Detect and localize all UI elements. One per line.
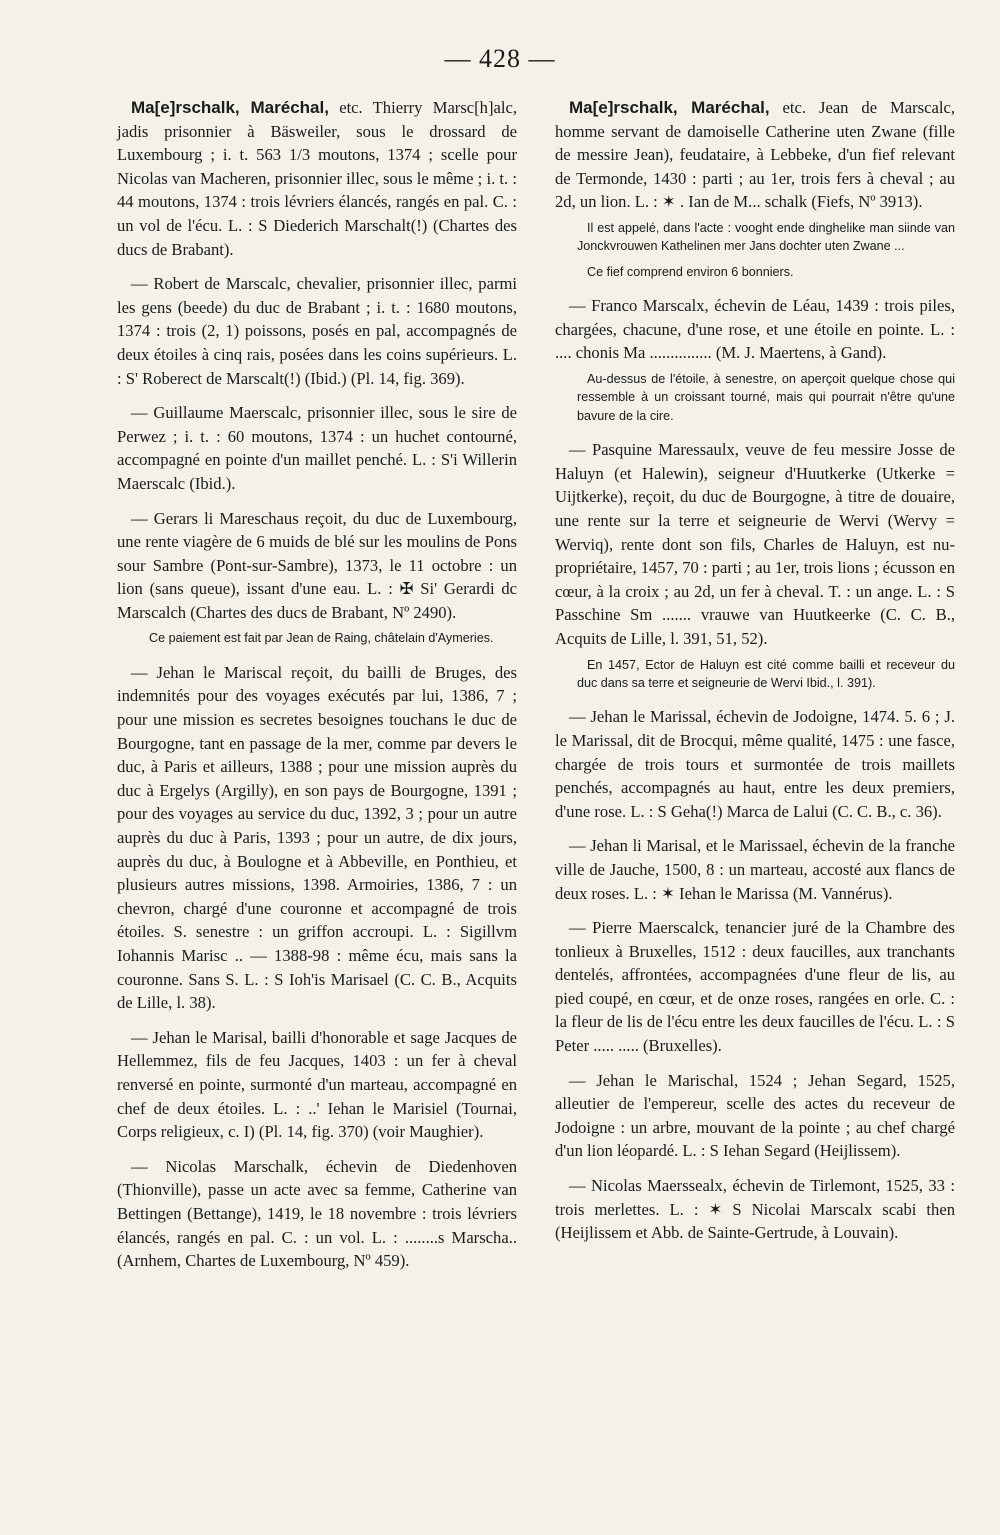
entry: — Franco Marscalx, échevin de Léau, 1439 : trois piles, chargées, chacune, d'une rose, et une étoile en pointe. L. : .... chonis Ma ............... (M. J. Maertens, à Gand). — [555, 296, 955, 363]
entry-heading: Ma[e]rschalk, Maréchal, — [569, 98, 770, 117]
left-column — [117, 96, 517, 1284]
footnote: En 1457, Ector de Haluyn est cité comme bailli et receveur du duc dans sa terre et seigneurie de Wervi Ibid., l. 391). — [577, 657, 955, 690]
entry-text: etc. Thierry Marsc[h]alc, jadis prisonnier à Bäsweiler, sous le drossard de Luxembourg ; i. t. 563 1/3 moutons, 1374 ; scelle pour Nicolas van Macheren, prisonnier illec, sous le même ; i. t. : 44 moutons, 1374 : trois lévriers élancés, rangés en pal. C. : un vol de l'écu. L. : S Diederich Marschalt(!) (Chartes des ducs de Brabant). — [117, 98, 517, 259]
footnote: Ce fief comprend environ 6 bonniers. — [587, 264, 794, 279]
entry: — Guillaume Maerscalc, prisonnier illec, sous le sire de Perwez ; i. t. : 60 moutons, 1374 : un huchet contourné, accompagné en pointe d'un maillet penché. L. : S'i Willerin Maerscalc (Ibid.). — [117, 403, 517, 493]
entry: — Pasquine Maressaulx, veuve de feu messire Josse de Haluyn (et Halewin), seigneur d'Huutkerke (Utkerke = Uijtkerke), reçoit, du duc de Bourgogne, à titre de douaire, une rente sur la terre et seigneurie de Wervi (Wervy = Werviq), rente dont son fils, Charles de Haluyn, est nu-propriétaire, 1457, 70 : parti ; au 1er, trois lions ; écusson en cœur, à la croix ; au 2d, un fer à cheval. T. : un ange. L. : S Passchine Sm ....... vrauwe van Huutkeerke (C. C. B., Acquits de Lille, l. 391, 51, 52). — [555, 440, 955, 648]
entry: — Nicolas Marschalk, échevin de Diedenhoven (Thionville), passe un acte avec sa femme, Catherine van Bettingen (Bettange), 1419, le 18 novembre : trois lévriers élancés, rangés en pal. C. : un vol. L. : ........s Marscha.. (Arnhem, Chartes de Luxembourg, Nº 459). — [117, 1156, 517, 1271]
entry: — Jehan le Marisal, bailli d'honorable et sage Jacques de Hellemmez, fils de feu Jacques, 1403 : un fer à cheval renversé en pointe, surmonté d'un marteau, accompagné en chef de deux étoiles. L. : ..' Iehan le Marisiel (Tournai, Corps religieux, c. I) (Pl. 14, fig. 370) (voir Maughier). — [117, 1027, 517, 1142]
entry: — Robert de Marscalc, chevalier, prisonnier illec, parmi les gens (beede) du duc de Brabant ; i. t. : 1680 moutons, 1374 : trois (2, 1) poissons, posés en pal, accompagnés de deux étoiles à cinq rais, posées dans les coins supérieurs. L. : S' Roberect de Marscalt(!) (Ibid.) (Pl. 14, fig. 369). — [117, 274, 517, 388]
entry — [555, 96, 955, 214]
footnote: Il est appelé, dans l'acte : vooght ende dinghelike man siinde van Jonckvrouwen Kathelinen mer Jans dochter uten Zwane ... — [577, 220, 955, 254]
entry-heading: Ma[e]rschalk, Maréchal, — [131, 98, 329, 117]
entry: — Nicolas Maerssealx, échevin de Tirlemont, 1525, 33 : trois merlettes. L. : ✶ S Nicolai Marscalx scabi then (Heijlissem et Abb. de Sainte-Gertrude, à Louvain). — [555, 1176, 955, 1243]
entry: — Jehan le Marischal, 1524 ; Jehan Segard, 1525, alleutier de l'empereur, scelle des actes du receveur de Jodoigne : un arbre, mouvant de la pointe ; au chef chargé d'un lion léopardé. L. : S Iehan Segard (Heijlissem). — [555, 1070, 955, 1161]
entry: — Pierre Maerscalck, tenancier juré de la Chambre des tonlieux à Bruxelles, 1512 : deux faucilles, aux tranchants dentelés, affrontées, accompagnées d'une fleur de lis, au pied coupé, en cœur, et de onze roses, rangées en orle. C. : la fleur de lis de l'écu entre les deux faucilles de l'écu. L. : S Peter ..... ..... (Bruxelles). — [555, 918, 955, 1056]
entry — [117, 96, 517, 261]
footnote: Au-dessus de l'étoile, à senestre, on aperçoit quelque chose qui ressemble à un croissant tourné, mais qui pourrait n'être qu'une bavure de la cire. — [577, 371, 955, 423]
page-number: — 428 — — [444, 44, 556, 73]
entry: — Jehan li Marisal, et le Marissael, échevin de la franche ville de Jauche, 1500, 8 : un marteau, accosté aux flancs de deux roses. L. : ✶ Iehan le Marissa (M. Vannérus). — [555, 836, 955, 903]
right-column — [555, 96, 955, 1256]
entry: — Jehan le Mariscal reçoit, du bailli de Bruges, des indemnités pour des voyages exécutés par lui, 1386, 7 ; pour une mission es secretes besoignes touchans le duc de Bourgogne, tant en passage de la mer, comme par devers le duc, à Paris et ailleurs, 1388 ; pour une mission auprès du duc à Ergelys (Argilly), en son pays de Bourgogne, 1391 ; pour des voyages au service du duc, 1392, 3 ; pour un autre auprès du duc à Paris, 1393 ; pour un autre, de dix jours, auprès du duc, à Boulogne et à Abbeville, en Ponthieu, et plusieurs autres missions, 1398. Armoiries, 1386, 7 : un chevron, chargé d'une couronne et accompagné de trois étoiles. S. senestre : un griffon accroupi. L. : Sigillvm Iohannis Marisc .. — 1388-98 : même écu, mais sans la couronne. Sans S. L. : S Ioh'is Marisael (C. C. B., Acquits de Lille, l. 38). — [117, 662, 517, 1013]
entry: — Jehan le Marissal, échevin de Jodoigne, 1474. 5. 6 ; J. le Marissal, dit de Brocqui, même qualité, 1475 : une fasce, chargée de trois tours et surmontée de trois maillets penchés, accompagnés au haut, entre les deux premiers, d'une rose. L. : S Geha(!) Marca de Lalui (C. C. B., c. 36). — [555, 707, 955, 821]
entry: — Gerars li Mareschaus reçoit, du duc de Luxembourg, une rente viagère de 6 muids de blé sur les moulins de Pons sour Sambre (Pont-sur-Sambre), 1373, le 11 octobre : un lion (sans queue), issant d'une eau. L. : ✠ Si' Gerardi dc Marscalch (Chartes des ducs de Brabant, Nº 2490). — [117, 508, 517, 622]
footnote: Ce paiement est fait par Jean de Raing, châtelain d'Aymeries. — [149, 631, 494, 646]
entry-text: etc. Jean de Marscalc, homme servant de damoiselle Catherine uten Zwane (fille de messire Jean), feudataire, à Lebbeke, d'un fief relevant de Termonde, 1430 : parti ; au 1er, trois fers à cheval ; au 2d, un lion. L. : ✶ . Ian de M... schalk (Fiefs, Nº 3913). — [555, 98, 955, 212]
